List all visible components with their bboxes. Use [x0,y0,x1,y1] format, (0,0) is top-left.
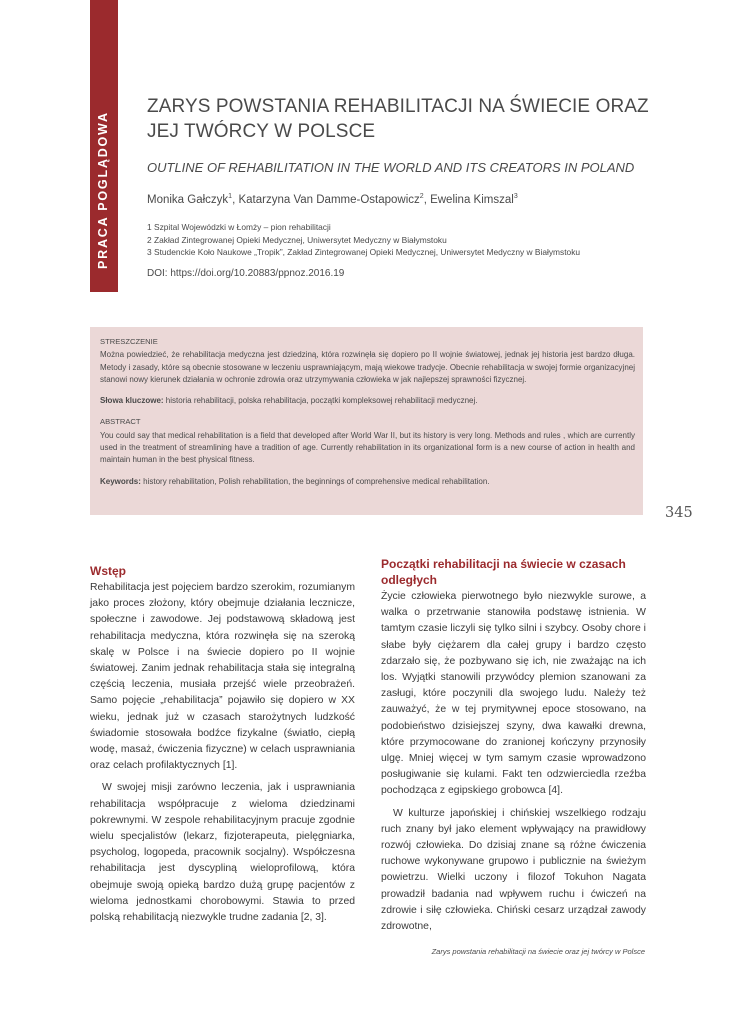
abstract-box [90,327,643,515]
author-affiliation-mark: 2 [419,193,424,200]
affiliation-line: 2 Zakład Zintegrowanej Opieki Medycznej, Uniwersytet Medyczny w Białymstoku [147,234,447,245]
english-keywords-label: Keywords: [100,476,141,486]
running-footer: Zarys powstania rehabilitacji na świecie oraz jej twórcy w Polsce [431,947,645,956]
english-keywords-text: history rehabilitation, Polish rehabilitation, the beginnings of comprehensive medical rehabilitation. [140,476,490,486]
author-name: Katarzyna Van Damme-Ostapowicz [238,193,420,206]
polish-keywords [100,395,635,407]
streszczenie-text: Można powiedzieć, że rehabilitacja medyczna jest dziedziną, która rozwinęła się dopiero po II wojnie światowej, jednak jej historia jest bardzo długa. Metody i zasady, które są obecnie stosowane w leczeniu usprawniającym, mają wiekowe tradycje. Obecnie rehabilitacja w swojej formie organizacyjnej stanowi nowy kierunek działania w ochronie zdrowia oraz utrzymywania człowieka w jak najlepszej sprawności fizycznej. [100,350,635,384]
paragraph: W kulturze japońskiej i chińskiej wszelkiego rodzaju ruch znany był jako element wpływający na prawidłowy rozwój człowieka. Do dzisiaj znane są różne ćwiczenia ruchowe wykonywane grupowo i publicznie na świeżym powietrzu. Wielki uczony i filozof Tokuhon Nagata prowadził badania nad wpływem ruchu i ćwiczeń na zdrowie i siłę człowieka. Chiński cesarz urządzał zawody zdrowotne, [381,807,646,933]
article-title: ZARYS POWSTANIA REHABILITACJI NA ŚWIECIE ORAZ JEJ TWÓRCY W POLSCE [147,96,649,142]
right-column [381,556,646,935]
affiliations [147,221,580,259]
doi-link[interactable]: DOI: https://doi.org/10.20883/ppnoz.2016.19 [147,268,345,279]
streszczenie-heading: STRESZCZENIE [100,337,158,346]
author-name: Ewelina Kimszal [430,193,514,206]
affiliation-line: 3 Studenckie Koło Naukowe „Tropik”, Zakład Zintegrowanej Opieki Medycznej, Uniwersytet Medyczny w Białymstoku [147,247,581,258]
authors-line: Monika Gałczyk$^1$, Katarzyna Van Damme-Ostapowicz$^2$, Ewelina Kimszal$^3$ [147,193,518,206]
left-column [90,563,355,926]
polish-keywords-text: historia rehabilitacji, polska rehabilitacja, początki kompleksowej rehabilitacji medycznej. [163,396,478,406]
paragraph: Rehabilitacja jest pojęciem bardzo szerokim, rozumianym jako proces złożony, który obejmuje działania lecznicze, społeczne i zawodowe. Jej podstawową składową jest rehabilitacja medyczna, która rozwinęła się na szeroką skalę w Polsce i na świecie dopiero po II wojnie światowej. Zanim jednak rehabilitacja stała się integralną częścią leczenia, musiała przejść wiele przeobrażeń. Samo pojęcie „rehabilitacja” pojawiło się dopiero w XX wieku, jednak już w czasach starożytnych ludzkość świadomie stosowała bodźce fizykalne (światło, ciepłą wodę, masaż, ćwiczenia fizyczne) w celach usprawniania oraz celach profilaktycznych [1]. [90,582,355,772]
polish-keywords-label: Słowa kluczowe: [100,396,164,406]
english-keywords [100,476,635,488]
section-heading-origins: Początki rehabilitacji na świecie w czasach odległych [381,557,626,587]
abstract-heading: ABSTRACT [100,417,141,427]
author-affiliation-mark: 1 [228,193,233,200]
article-type-label: PRACA POGLĄDOWA [96,111,110,269]
paragraph: Życie człowieka pierwotnego było niezwykle surowe, a walka o przetrwanie stanowiła podstawę istnienia. W tamtym czasie liczyli się tylko silni i szybcy. Osoby chore i słabe były ciężarem dla całej grupy i bardzo często zdarzało się, że pozbywano się ich, nie zważając na ich los. Wyjątki stanowili przywódcy plemion szanowani za zasługi, które poczynili dla swojego ludu. Należy też zauważyć, że w tej prymitywnej epoce stosowano, na podobieństwo dzisiejszej szyny, dwa kawałki drewna, które przymocowane do zranionej kończyny przynosiły ulgę. Mniej więcej w tym samym czasie wprowadzono posługiwanie się kulami. Fakt ten odzwierciedla rzeźba pochodząca z egipskiego grobowca [4]. [381,591,646,797]
author-name: Monika Gałczyk [147,193,229,206]
paragraph: W swojej misji zarówno leczenia, jak i usprawniania rehabilitacja współpracuje z wieloma dziedzinami pokrewnymi. W zespole rehabilitacyjnym pracuje zgodnie wielu specjalistów (lekarz, fizjoterapeuta, pielęgniarka, psycholog, logopeda, pracownik socjalny). Współczesna rehabilitacja jest dyscypliną wieloprofilową, która obejmuje swoją opieką bardzo dużą grupę pacjentów z wieloma jednostkami chorobowymi. Stawia to przed polską rehabilitacją niezwykle trudne zadania [2, 3]. [90,782,355,924]
page-number: 345 [665,505,693,521]
affiliation-line: 1 Szpital Wojewódzki w Łomży – pion rehabilitacji [147,222,331,232]
author-affiliation-mark: 3 [513,193,518,200]
section-band [90,0,118,292]
abstract-text: You could say that medical rehabilitation is a field that developed after World War II, but its history is very long. Methods and rules , which are currently used in the treatment of streamlining have a tradition of age. Currently rehabilitation in its organizational form is a new course of action in health and maintain human in the best physical fitness. [100,430,635,465]
section-heading-intro: Wstęp [90,564,126,578]
article-subtitle: OUTLINE OF REHABILITATION IN THE WORLD AND ITS CREATORS IN POLAND [147,160,635,175]
